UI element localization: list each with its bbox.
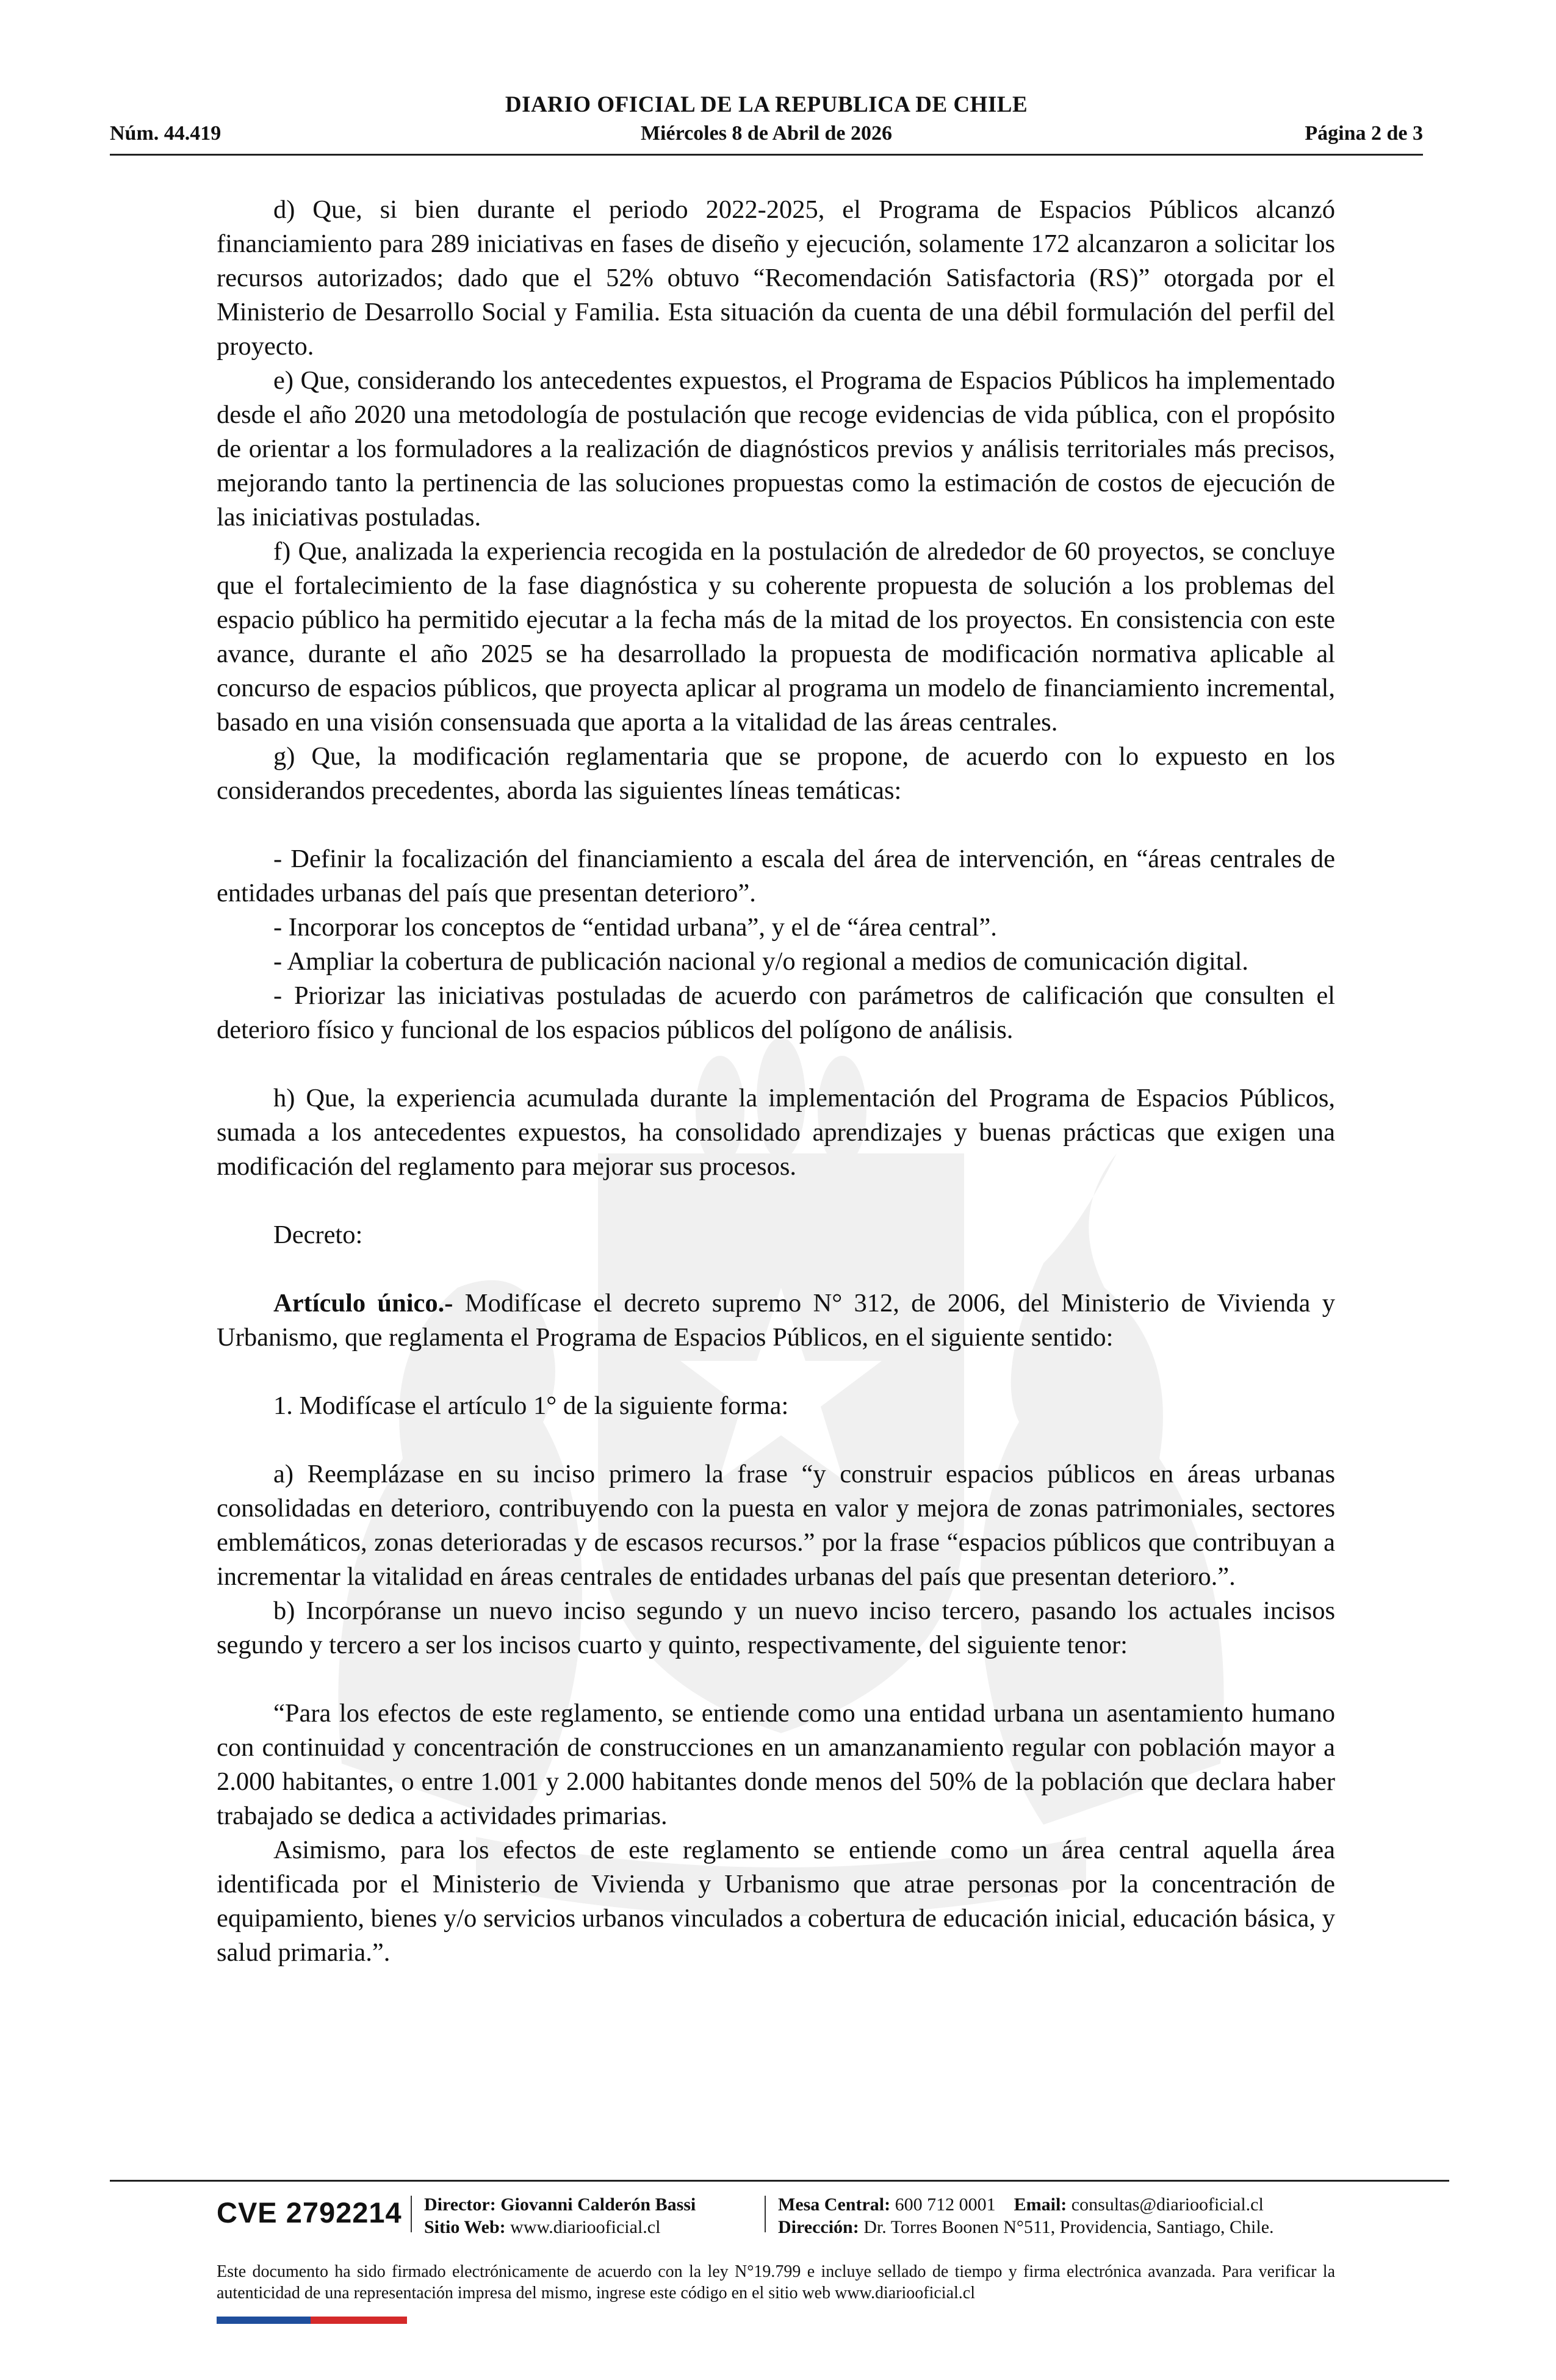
website-line [424, 2216, 696, 2238]
color-bar-red [311, 2317, 407, 2324]
mesa-phone: 600 712 0001 [895, 2194, 996, 2215]
paragraph-h: h) Que, la experiencia acumulada durante la implementación del Programa de Espacios Públicos, sumada a los antecedentes expuestos, ha consolidado aprendizajes y buenas prácticas que exigen una modificación del reglamento para mejorar sus procesos. [217, 1084, 1335, 1181]
legal-notice: Este documento ha sido firmado electrónicamente de acuerdo con la ley N°19.799 e incluye sellado de tiempo y firma electrónica avanzada. Para verificar la autenticidad de una representación impresa del mismo, ingrese este código en el sitio web www.diariooficial.cl [217, 2262, 1335, 2302]
paragraph-e: e) Que, considerando los antecedentes expuestos, el Programa de Espacios Públicos ha implementado desde el año 2020 una metodología de postulación que recoge evidencias de vida pública, con el propósito de orientar a los formuladores a la realización de diagnósticos previos y análisis territoriales más precisos, mejorando tanto la pertinencia de las soluciones propuestas como la estimación de costos de ejecución de las iniciativas postuladas. [217, 366, 1335, 532]
document-body [217, 193, 1335, 1970]
paragraph-d: d) Que, si bien durante el periodo 2022-2025, el Programa de Espacios Públicos alcanzó financiamiento para 289 iniciativas en fases de diseño y ejecución, solamente 172 alcanzaron a solicitar los recursos autorizados; dado que el 52% obtuvo “Recomendación Satisfactoria (RS)” otorgada por el Ministerio de Desarrollo Social y Familia. Esta situación da cuenta de una débil formulación del perfil del proyecto. [217, 195, 1335, 361]
address-value: Dr. Torres Boonen N°511, Providencia, Santiago, Chile. [863, 2217, 1274, 2237]
articulo-unico [217, 1286, 1335, 1355]
contact-block [778, 2193, 1274, 2238]
paragraph-g: g) Que, la modificación reglamentaria que se propone, de acuerdo con lo expuesto en los considerandos precedentes, aborda las siguientes líneas temáticas: [217, 742, 1335, 805]
address-label: Dirección: [778, 2217, 859, 2237]
director-label: Director: [424, 2194, 496, 2215]
quote-paragraph-2: Asimismo, para los efectos de este reglamento se entiende como un área central aquella área identificada por el Ministerio de Vivienda y Urbanismo que atrae personas por la concentración de equipamiento, bienes y/o servicios urbanos vinculados a cobertura de educación inicial, educación básica, y salud primaria.”. [217, 1836, 1335, 1967]
flag-color-bar [217, 2317, 407, 2324]
bullet-item: - Priorizar las iniciativas postuladas de acuerdo con parámetros de calificación que consulten el deterioro físico y funcional de los espacios públicos del polígono de análisis. [217, 981, 1335, 1044]
bullet-item: - Ampliar la cobertura de publicación nacional y/o regional a medios de comunicación digital. [273, 947, 1248, 976]
page-number: Página 2 de 3 [1305, 122, 1423, 145]
issue-number: Núm. 44.419 [110, 122, 222, 145]
mesa-label: Mesa Central: [778, 2194, 891, 2215]
header-divider [110, 154, 1423, 156]
issue-date: Miércoles 8 de Abril de 2026 [640, 122, 893, 145]
website-link[interactable]: www.diariooficial.cl [510, 2217, 661, 2237]
articulo-label: Artículo único.- [273, 1289, 453, 1318]
color-bar-blue [217, 2317, 311, 2324]
contact-line [778, 2193, 1274, 2216]
email-label: Email: [1014, 2194, 1067, 2215]
item-1: 1. Modifícase el artículo 1° de la siguiente forma: [273, 1391, 789, 1420]
paragraph-f: f) Que, analizada la experiencia recogida en la postulación de alrededor de 60 proyectos, se concluye que el fortalecimiento de la fase diagnóstica y su coherente propuesta de solución a los problemas del espacio público ha permitido ejecutar a la fecha más de la mitad de los proyectos. En consistencia con este avance, durante el año 2025 se ha desarrollado la propuesta de modificación normativa aplicable al concurso de espacios públicos, que proyecta aplicar al programa un modelo de financiamiento incremental, basado en una visión consensuada que aporta a la vitalidad de las áreas centrales. [217, 537, 1335, 737]
footer-separator [411, 2196, 412, 2232]
email-link[interactable]: consultas@diariooficial.cl [1071, 2194, 1264, 2215]
quote-paragraph-1: “Para los efectos de este reglamento, se entiende como una entidad urbana un asentamiento humano con continuidad y concentración de construcciones en un amanzanamiento regular con población mayor a 2.000 habitantes, o entre 1.001 y 2.000 habitantes donde menos del 50% de la población que declara haber trabajado se dedica a actividades primarias. [217, 1699, 1335, 1830]
decreto-label: Decreto: [273, 1221, 363, 1249]
director-line [424, 2193, 696, 2216]
bullet-item: - Incorporar los conceptos de “entidad urbana”, y el de “área central”. [273, 913, 997, 942]
address-line [778, 2216, 1274, 2238]
articulo-text: Modifícase el decreto supremo N° 312, de 2006, del Ministerio de Vivienda y Urbanismo, que reglamenta el Programa de Espacios Públicos, en el siguiente sentido: [217, 1289, 1336, 1352]
director-block [424, 2193, 696, 2238]
journal-title: DIARIO OFICIAL DE LA REPUBLICA DE CHILE [505, 92, 1028, 117]
cve-code: CVE 2792214 [217, 2196, 402, 2229]
website-label: Sitio Web: [424, 2217, 506, 2237]
footer-separator [765, 2196, 766, 2232]
item-a: a) Reemplázase en su inciso primero la frase “y construir espacios públicos en áreas urbanas consolidadas en deterioro, contribuyendo con la puesta en valor y mejora de zonas patrimoniales, sectores emblemáticos, zonas deterioradas y de escasos recursos.” por la frase “espacios públicos que contribuyan a incrementar la vitalidad en áreas centrales de entidades urbanas del país que presentan deterioro.”. [217, 1460, 1335, 1591]
item-b: b) Incorpóranse un nuevo inciso segundo y un nuevo inciso tercero, pasando los actuales incisos segundo y tercero a ser los incisos cuarto y quinto, respectivamente, del siguiente tenor: [217, 1596, 1335, 1659]
footer-divider [110, 2180, 1449, 2182]
bullet-item: - Definir la focalización del financiamiento a escala del área de intervención, en “áreas centrales de entidades urbanas del país que presentan deterioro”. [217, 845, 1335, 907]
director-name: Giovanni Calderón Bassi [500, 2194, 696, 2215]
